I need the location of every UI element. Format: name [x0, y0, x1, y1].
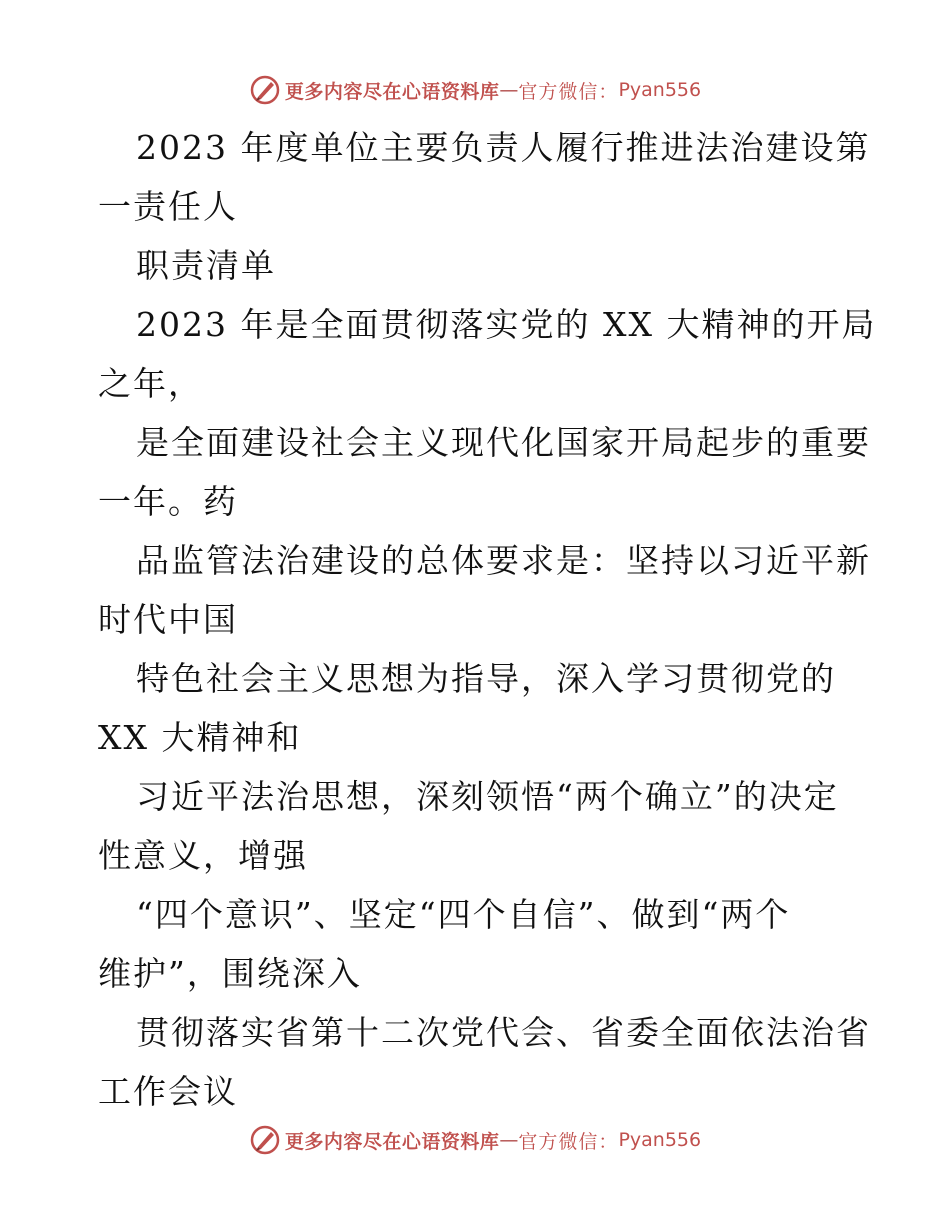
- paragraph: [98, 1003, 871, 1121]
- paragraph-continuation: 一责任人: [98, 187, 238, 226]
- paragraph-continuation: 维护”，围绕深入: [98, 954, 362, 993]
- footer-watermark: [0, 1120, 950, 1160]
- paragraph: [98, 531, 871, 649]
- paragraph-continuation: 一年。药: [98, 482, 238, 521]
- watermark-label: 官方微信：: [518, 1130, 619, 1153]
- watermark-handle: Pyan556: [618, 79, 702, 101]
- paragraph-first-line: 2023 年是全面贯彻落实党的 XX 大精神的开局: [136, 305, 877, 344]
- paragraph-first-line: 职责清单: [136, 246, 276, 285]
- watermark-text: 更多内容尽在心语资料库: [284, 1130, 500, 1153]
- paragraph-first-line: 习近平法治思想，深刻领悟“两个确立”的决定: [136, 777, 839, 816]
- paragraph-first-line: 特色社会主义思想为指导，深入学习贯彻党的: [136, 659, 836, 698]
- document-body: [98, 118, 877, 1121]
- paragraph: [98, 885, 858, 1003]
- paragraph-continuation: 工作会议: [98, 1072, 238, 1111]
- watermark-handle: Pyan556: [618, 1129, 702, 1151]
- paragraph: [98, 767, 858, 885]
- paragraph: [98, 649, 858, 767]
- watermark-text: 更多内容尽在心语资料库: [284, 80, 500, 103]
- paragraph-first-line: 品监管法治建设的总体要求是：坚持以习近平新: [136, 541, 871, 580]
- pen-logo-icon: [249, 74, 281, 106]
- paragraph-first-line: 是全面建设社会主义现代化国家开局起步的重要: [136, 423, 871, 462]
- paragraph-continuation: 时代中国: [98, 600, 238, 639]
- paragraph: [98, 413, 871, 531]
- watermark-dash: —: [499, 79, 519, 101]
- paragraph-continuation: XX 大精神和: [98, 718, 302, 757]
- paragraph-continuation: 性意义，增强: [98, 836, 308, 875]
- watermark-dash: —: [499, 1129, 519, 1151]
- watermark-label: 官方微信：: [518, 80, 619, 103]
- paragraph: [98, 236, 858, 295]
- pen-logo-icon: [249, 1124, 281, 1156]
- paragraph-continuation: 之年，: [98, 364, 203, 403]
- paragraph: [98, 118, 871, 236]
- paragraph-first-line: “四个意识”、坚定“四个自信”、做到“两个: [136, 895, 791, 934]
- paragraph: [98, 295, 877, 413]
- header-watermark: [0, 70, 950, 110]
- paragraph-first-line: 2023 年度单位主要负责人履行推进法治建设第: [136, 128, 871, 167]
- paragraph-first-line: 贯彻落实省第十二次党代会、省委全面依法治省: [136, 1013, 871, 1052]
